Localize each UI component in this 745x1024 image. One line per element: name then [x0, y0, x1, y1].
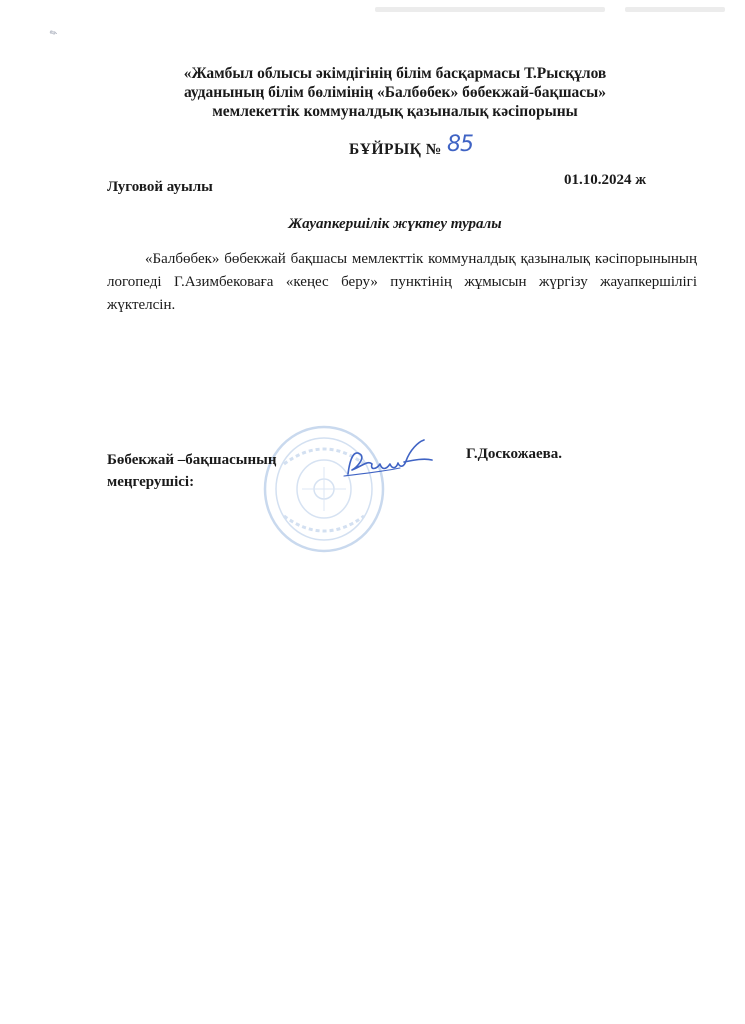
order-number-handwritten: 85 — [447, 132, 473, 157]
header-line-1: «Жамбыл облысы әкімдігінің білім басқармасы Т.Рысқұлов — [183, 65, 607, 82]
header-line-3: мемлекеттік коммуналдық қазыналық кәсіпорыны — [212, 103, 578, 120]
place-of-issue: Луговой ауылы — [107, 179, 213, 195]
signatory-position — [107, 449, 276, 493]
signatory-position-line-1: Бөбекжай –бақшасының — [107, 452, 277, 468]
handwritten-signature — [340, 436, 435, 486]
order-title: БҰЙРЫҚ № — [349, 141, 442, 158]
order-subject: Жауапкершілік жүктеу туралы — [288, 216, 502, 232]
scan-speck-icon: ✎ — [47, 26, 60, 40]
signer-name: Г.Доскожаева. — [466, 446, 563, 462]
organization-header — [100, 64, 690, 121]
scan-artifact — [625, 7, 725, 12]
signatory-position-line-2: меңгерушісі: — [107, 474, 195, 490]
order-body: «Балбөбек» бөбекжай бақшасы мемлекттік коммуналдық қазыналық кәсіпорынының логопеді Г.Азимбековаға «кеңес беру» пунктінің жұмысын жүргізу жауапкершілігі жүктелсін. — [107, 251, 697, 313]
scan-artifact — [375, 7, 605, 12]
header-line-2: ауданының білім бөлімінің «Балбөбек» бөбекжай-бақшасы» — [183, 84, 607, 101]
order-date: 01.10.2024 ж — [564, 172, 647, 188]
